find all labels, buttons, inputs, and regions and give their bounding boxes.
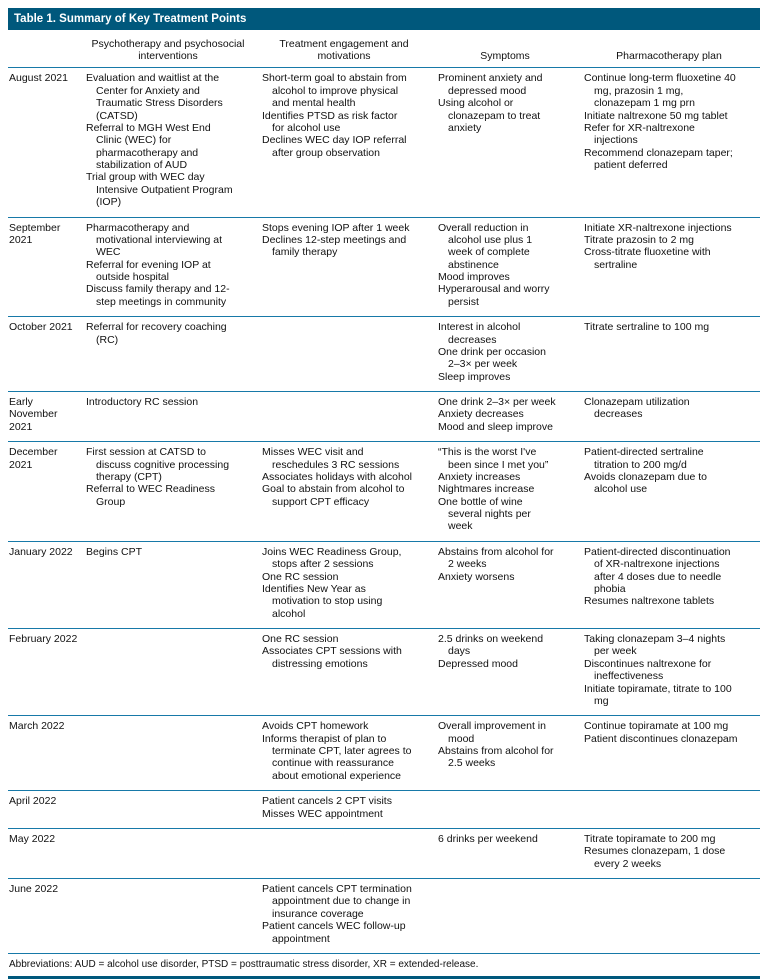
cell-item: Abstains from alcohol for 2.5 weeks bbox=[438, 745, 554, 770]
header-row bbox=[8, 30, 760, 68]
cell-item: Referral for recovery coaching (RC) bbox=[86, 321, 227, 346]
table-row bbox=[8, 791, 760, 829]
cell-item: Using alcohol or clonazepam to treat anxiety bbox=[438, 97, 541, 134]
table-row bbox=[8, 629, 760, 716]
header-symptoms: Symptoms bbox=[432, 30, 578, 68]
cell-pharmacotherapy bbox=[578, 541, 760, 628]
cell-item: Avoids CPT homework bbox=[262, 720, 369, 733]
cell-engagement bbox=[256, 791, 432, 829]
row-date: February 2022 bbox=[8, 629, 80, 716]
cell-item: Abstains from alcohol for 2 weeks bbox=[438, 545, 554, 571]
cell-item: Discontinues naltrexone for ineffectiveness bbox=[584, 657, 712, 683]
cell-item: Mood improves bbox=[438, 271, 510, 284]
row-date: October 2021 bbox=[8, 317, 80, 392]
cell-item: Initiate topiramate, titrate to 100 mg bbox=[584, 682, 732, 707]
cell-pharmacotherapy bbox=[578, 317, 760, 392]
treatment-table bbox=[8, 30, 760, 954]
row-date: Early November 2021 bbox=[8, 392, 80, 442]
row-date: August 2021 bbox=[8, 68, 80, 217]
cell-symptoms bbox=[432, 392, 578, 442]
row-date: March 2022 bbox=[8, 716, 80, 791]
cell-pharmacotherapy bbox=[578, 392, 760, 442]
cell-item: Stops evening IOP after 1 week bbox=[262, 221, 410, 234]
cell-item: Titrate prazosin to 2 mg bbox=[584, 233, 694, 246]
cell-item: Depressed mood bbox=[438, 657, 518, 670]
header-engagement: Treatment engagement and motivations bbox=[256, 30, 432, 68]
cell-engagement bbox=[256, 68, 432, 217]
cell-engagement bbox=[256, 317, 432, 392]
cell-item: Patient cancels 2 CPT visits bbox=[262, 795, 392, 808]
cell-item: One bottle of wine several nights per week bbox=[438, 495, 531, 533]
cell-engagement bbox=[256, 629, 432, 716]
cell-item: Trial group with WEC day Intensive Outpatient Program (IOP) bbox=[86, 171, 233, 209]
cell-item: Initiate XR-naltrexone injections bbox=[584, 221, 732, 234]
cell-item: 2.5 drinks on weekend days bbox=[438, 633, 544, 658]
cell-item: Identifies New Year as motivation to stop using alcohol bbox=[262, 582, 383, 620]
cell-item: Referral to MGH West End Clinic (WEC) for pharmacotherapy and stabilization of AUD bbox=[86, 121, 211, 172]
cell-item: Continue topiramate at 100 mg bbox=[584, 720, 729, 733]
cell-psychotherapy bbox=[80, 879, 256, 954]
cell-item: Mood and sleep improve bbox=[438, 420, 553, 433]
header-pharmacotherapy: Pharmacotherapy plan bbox=[578, 30, 760, 68]
table-footnote: Abbreviations: AUD = alcohol use disorder, PTSD = posttraumatic stress disorder, XR = extended-release. bbox=[8, 954, 760, 979]
cell-item: Patient-directed sertraline titration to 200 mg/d bbox=[584, 446, 704, 471]
cell-psychotherapy bbox=[80, 317, 256, 392]
cell-item: Sleep improves bbox=[438, 370, 511, 383]
cell-psychotherapy bbox=[80, 541, 256, 628]
cell-pharmacotherapy bbox=[578, 716, 760, 791]
cell-psychotherapy bbox=[80, 791, 256, 829]
cell-pharmacotherapy bbox=[578, 828, 760, 878]
table-row bbox=[8, 828, 760, 878]
cell-symptoms bbox=[432, 541, 578, 628]
cell-item: Titrate topiramate to 200 mg bbox=[584, 832, 716, 845]
table-row bbox=[8, 879, 760, 954]
cell-psychotherapy bbox=[80, 68, 256, 217]
cell-item: Taking clonazepam 3–4 nights per week bbox=[584, 633, 726, 658]
cell-engagement bbox=[256, 541, 432, 628]
cell-item: Nightmares increase bbox=[438, 483, 535, 496]
cell-engagement bbox=[256, 716, 432, 791]
cell-item: Patient cancels CPT termination appointment due to change in insurance coverage bbox=[262, 883, 412, 920]
table-row bbox=[8, 317, 760, 392]
cell-item: Patient discontinues clonazepam bbox=[584, 732, 738, 745]
cell-item: Short-term goal to abstain from alcohol to improve physical and mental health bbox=[262, 72, 407, 110]
cell-pharmacotherapy bbox=[578, 629, 760, 716]
cell-item: Declines 12-step meetings and family therapy bbox=[262, 233, 407, 259]
cell-symptoms bbox=[432, 629, 578, 716]
cell-psychotherapy bbox=[80, 392, 256, 442]
table-row bbox=[8, 68, 760, 217]
row-date: December 2021 bbox=[8, 442, 80, 542]
cell-psychotherapy bbox=[80, 442, 256, 542]
table-row bbox=[8, 217, 760, 317]
cell-item: Anxiety worsens bbox=[438, 570, 515, 583]
table-title: Table 1. Summary of Key Treatment Points bbox=[8, 8, 760, 30]
cell-item: Misses WEC visit and reschedules 3 RC sessions bbox=[262, 446, 400, 471]
cell-item: Recommend clonazepam taper; patient deferred bbox=[584, 146, 733, 172]
cell-item: Declines WEC day IOP referral after group observation bbox=[262, 134, 407, 159]
cell-psychotherapy bbox=[80, 716, 256, 791]
cell-symptoms bbox=[432, 442, 578, 542]
cell-item: Introductory RC session bbox=[86, 396, 199, 409]
cell-item: One RC session bbox=[262, 633, 339, 646]
cell-engagement bbox=[256, 217, 432, 317]
cell-psychotherapy bbox=[80, 629, 256, 716]
row-date: September 2021 bbox=[8, 217, 80, 317]
row-date: January 2022 bbox=[8, 541, 80, 628]
cell-item: Anxiety decreases bbox=[438, 408, 524, 421]
cell-item: Hyperarousal and worry persist bbox=[438, 283, 550, 308]
cell-pharmacotherapy bbox=[578, 791, 760, 829]
cell-item: Resumes clonazepam, 1 dose every 2 weeks bbox=[584, 845, 726, 870]
cell-item: Prominent anxiety and depressed mood bbox=[438, 72, 543, 97]
cell-symptoms bbox=[432, 879, 578, 954]
cell-item: One RC session bbox=[262, 570, 339, 583]
cell-item: Pharmacotherapy and motivational interviewing at WEC bbox=[86, 221, 223, 259]
cell-item: Identifies PTSD as risk factor for alcohol use bbox=[262, 109, 398, 134]
table-row bbox=[8, 442, 760, 542]
cell-item: Discuss family therapy and 12-step meetings in community bbox=[86, 283, 230, 308]
cell-item: Continue long-term fluoxetine 40 mg, prazosin 1 mg, clonazepam 1 mg prn bbox=[584, 72, 736, 110]
cell-engagement bbox=[256, 442, 432, 542]
cell-item: Clonazepam utilization decreases bbox=[584, 396, 690, 421]
cell-item: Overall reduction in alcohol use plus 1 week of complete abstinence bbox=[438, 221, 533, 271]
cell-pharmacotherapy bbox=[578, 68, 760, 217]
cell-symptoms bbox=[432, 828, 578, 878]
cell-item: “This is the worst I've been since I met you” bbox=[438, 446, 549, 471]
cell-item: Refer for XR-naltrexone injections bbox=[584, 121, 695, 147]
cell-item: Initiate naltrexone 50 mg tablet bbox=[584, 109, 728, 122]
cell-item: Resumes naltrexone tablets bbox=[584, 595, 715, 608]
header-psychotherapy: Psychotherapy and psychosocial interventions bbox=[80, 30, 256, 68]
cell-engagement bbox=[256, 392, 432, 442]
cell-item: Informs therapist of plan to terminate CPT, later agrees to continue with reassurance about emotional experience bbox=[262, 732, 412, 782]
cell-item: Patient-directed discontinuation of XR-naltrexone injections after 4 doses due to needle phobia bbox=[584, 545, 731, 595]
cell-item: Avoids clonazepam due to alcohol use bbox=[584, 470, 707, 496]
row-date: April 2022 bbox=[8, 791, 80, 829]
cell-item: Associates CPT sessions with distressing emotions bbox=[262, 645, 402, 670]
table-body bbox=[8, 68, 760, 954]
cell-item: Begins CPT bbox=[86, 545, 143, 558]
cell-item: Goal to abstain from alcohol to support CPT efficacy bbox=[262, 483, 405, 508]
cell-item: Joins WEC Readiness Group, stops after 2 sessions bbox=[262, 545, 402, 571]
cell-symptoms bbox=[432, 317, 578, 392]
table-row bbox=[8, 392, 760, 442]
cell-symptoms bbox=[432, 217, 578, 317]
cell-symptoms bbox=[432, 716, 578, 791]
cell-item: One drink per occasion 2–3× per week bbox=[438, 345, 546, 371]
cell-psychotherapy bbox=[80, 828, 256, 878]
cell-item: Misses WEC appointment bbox=[262, 807, 383, 820]
row-date: May 2022 bbox=[8, 828, 80, 878]
cell-engagement bbox=[256, 879, 432, 954]
cell-item: Cross-titrate fluoxetine with sertraline bbox=[584, 246, 711, 271]
cell-symptoms bbox=[432, 68, 578, 217]
cell-pharmacotherapy bbox=[578, 879, 760, 954]
row-date: June 2022 bbox=[8, 879, 80, 954]
cell-item: Evaluation and waitlist at the Center for Anxiety and Traumatic Stress Disorders (CATSD) bbox=[86, 72, 223, 122]
cell-symptoms bbox=[432, 791, 578, 829]
header-date bbox=[8, 30, 80, 68]
cell-pharmacotherapy bbox=[578, 217, 760, 317]
table-row bbox=[8, 716, 760, 791]
cell-item: Anxiety increases bbox=[438, 470, 521, 483]
cell-engagement bbox=[256, 828, 432, 878]
cell-item: Interest in alcohol decreases bbox=[438, 321, 521, 346]
cell-psychotherapy bbox=[80, 217, 256, 317]
cell-item: First session at CATSD to discuss cognitive processing therapy (CPT) bbox=[86, 446, 230, 483]
cell-item: Overall improvement in mood bbox=[438, 720, 546, 745]
cell-pharmacotherapy bbox=[578, 442, 760, 542]
cell-item: Referral for evening IOP at outside hospital bbox=[86, 258, 211, 284]
cell-item: Referral to WEC Readiness Group bbox=[86, 483, 215, 508]
cell-item: Titrate sertraline to 100 mg bbox=[584, 321, 710, 334]
cell-item: 6 drinks per weekend bbox=[438, 832, 538, 845]
table-row bbox=[8, 541, 760, 628]
cell-item: Patient cancels WEC follow-up appointment bbox=[262, 920, 406, 945]
cell-item: One drink 2–3× per week bbox=[438, 396, 556, 409]
cell-item: Associates holidays with alcohol bbox=[262, 470, 412, 483]
